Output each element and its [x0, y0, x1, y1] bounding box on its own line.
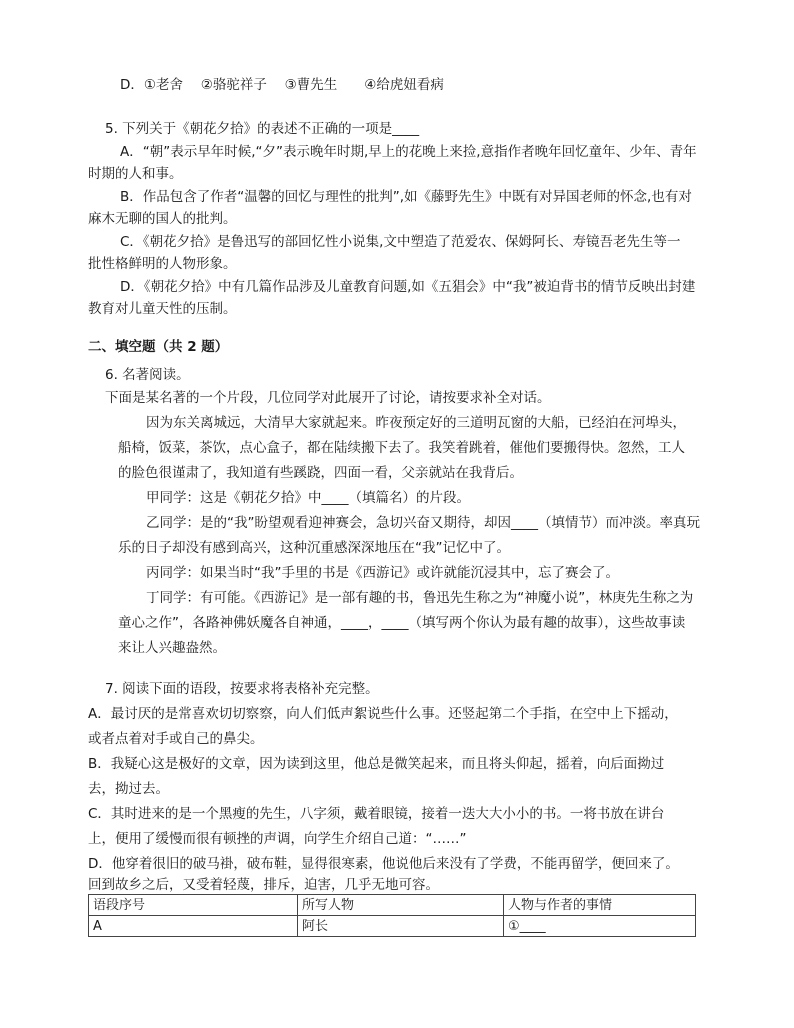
- q5-option-d-line1: D．《朝花夕拾》中有几篇作品涉及儿童教育问题,如《五猖会》中“我”被迫背书的情节反映出封建: [120, 279, 696, 295]
- q6-dialogue-ding-line2: 童心之作”，各路神佛妖魔各自神通，____，____（填写两个你认为最有趣的故事），这些故事读: [118, 615, 686, 631]
- q5-option-a-line2: 时期的人和事。: [88, 166, 183, 182]
- table-cell: A: [89, 916, 298, 937]
- q5-option-a-line1: A．“朝”表示早年时候,“夕”表示晚年时期,早上的花晚上来捡,意指作者晚年回忆童年、少年、青年: [120, 144, 697, 160]
- q7-passage-d-line2: 回到故乡之后，又受着轻蔑，排斥，迫害，几乎无地可容。: [88, 877, 439, 893]
- q6-dialogue-bing: 丙同学：如果当时“我”手里的书是《西游记》或许就能沉浸其中，忘了赛会了。: [146, 565, 619, 581]
- q6-intro: 下面是某名著的一个片段，几位同学对此展开了讨论，请按要求补全对话。: [105, 390, 551, 406]
- q6-stem: 6. 名著阅读。: [105, 367, 190, 383]
- q5-stem: 5. 下列关于《朝花夕拾》的表述不正确的一项是____: [105, 121, 420, 137]
- q5-option-b-line1: B．作品包含了作者“温馨的回忆与理性的批判”,如《藤野先生》中既有对异国老师的怀念,也有对: [120, 189, 692, 205]
- q5-option-d-line2: 教育对儿童天性的压制。: [88, 301, 237, 317]
- q7-stem: 7. 阅读下面的语段，按要求将表格补充完整。: [105, 681, 379, 697]
- q7-passage-b-line2: 去，拗过去。: [88, 781, 169, 797]
- q7-passage-b-line1: B．我疑心这是极好的文章，因为读到这里，他总是微笑起来，而且将头仰起，摇着，向后面拗过: [88, 756, 665, 772]
- q6-dialogue-yi-line2: 乐的日子却没有感到高兴，这种沉重感深深地压在“我”记忆中了。: [118, 540, 510, 556]
- q6-dialogue-yi-line1: 乙同学：是的“我”盼望观看迎神赛会，急切兴奋又期待，却因____（填情节）而冲淡。率真玩: [146, 515, 700, 531]
- q7-passage-c-line2: 上，便用了缓慢而很有顿挫的声调，向学生介绍自己道：“……”: [88, 831, 467, 847]
- q6-passage-line1: 因为东关离城远，大清早大家就起来。昨夜预定好的三道明瓦窗的大船，已经泊在河埠头，: [146, 415, 686, 431]
- q7-passage-c-line1: C．其时进来的是一个黑瘦的先生，八字须，戴着眼镜，接着一迭大大小小的书。一将书放在讲台: [88, 806, 665, 822]
- q5-option-b-line2: 麻木无聊的国人的批判。: [88, 211, 237, 227]
- q6-dialogue-jia: 甲同学：这是《朝花夕拾》中____（填篇名）的片段。: [146, 490, 470, 506]
- table-cell: 阿长: [298, 916, 504, 937]
- q6-passage-line2: 船椅，饭菜，茶饮，点心盒子，都在陆续搬下去了。我笑着跳着，催他们要搬得快。忽然，工人: [118, 440, 685, 456]
- q4-option-d: D．①老舍 ②骆驼祥子 ③曹先生 ④给虎妞看病: [120, 77, 444, 93]
- q5-option-c-line1: C．《朝花夕拾》是鲁迅写的部回忆性小说集,文中塑造了范爱农、保姆阿长、寿镜吾老先生等一: [120, 234, 681, 250]
- answer-table: [88, 894, 696, 937]
- section-title: 二、填空题（共 2 题）: [88, 339, 229, 355]
- table-cell[interactable]: ①____: [504, 916, 696, 937]
- table-header-cell: 人物与作者的事情: [504, 895, 696, 916]
- q7-passage-a-line1: A．最讨厌的是常喜欢切切察察，向人们低声絮说些什么事。还竖起第二个手指，在空中上下摇动，: [88, 706, 678, 722]
- q5-option-c-line2: 批性格鲜明的人物形象。: [88, 256, 237, 272]
- table-row: [89, 916, 696, 937]
- table-header-cell: 所写人物: [298, 895, 504, 916]
- q6-dialogue-ding-line3: 来让人兴趣盎然。: [118, 640, 226, 656]
- q6-dialogue-ding-line1: 丁同学：有可能。《西游记》是一部有趣的书，鲁迅先生称之为“神魔小说”，林庚先生称之为: [146, 590, 694, 606]
- q7-passage-a-line2: 或者点着对手或自己的鼻尖。: [88, 731, 264, 747]
- q6-passage-line3: 的脸色很谨肃了，我知道有些蹊跷，四面一看，父亲就站在我背后。: [118, 465, 523, 481]
- q7-passage-d-line1: D．他穿着很旧的破马褂，破布鞋，显得很寒素，他说他后来没有了学费，不能再留学，便回来了。: [88, 856, 679, 872]
- table-header-cell: 语段序号: [89, 895, 298, 916]
- table-header-row: [89, 895, 696, 916]
